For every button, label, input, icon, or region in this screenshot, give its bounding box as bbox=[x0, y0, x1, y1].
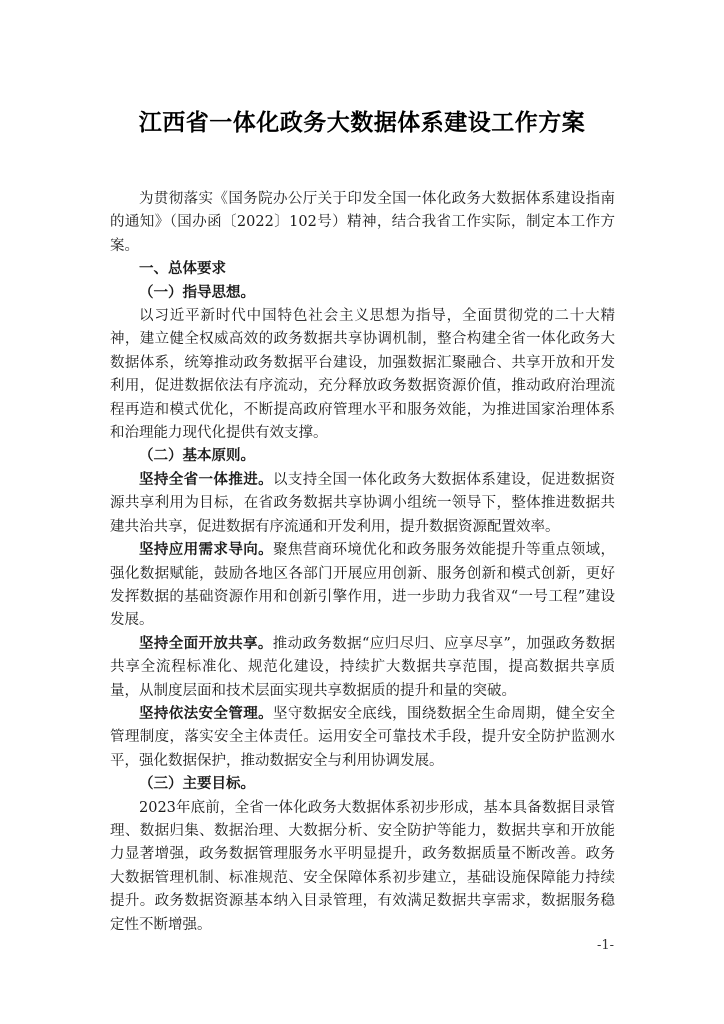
page-number: -1- bbox=[596, 938, 614, 953]
guiding-ideology-paragraph: 以习近平新时代中国特色社会主义思想为指导，全面贯彻党的二十大精神，建立健全权威高效的政务数据共享协调机制，整合构建全省一体化政务大数据体系，统筹推动政务数据平台建设，加强数据汇聚融合、共享开放和开发利用，促进数据依法有序流动，充分释放政务数据资源价值，推动政府治理流程再造和模式优化，不断提高政府管理水平和服务效能，为推进国家治理体系和治理能力现代化提供有效支撑。 bbox=[110, 308, 615, 442]
subsection-heading-basic-principles: （二）基本原则。 bbox=[139, 448, 255, 465]
principle-paragraph bbox=[110, 703, 615, 773]
main-goals-paragraph: 2023年底前，全省一体化政务大数据体系初步形成，基本具备数据目录管理、数据归集、数据治理、大数据分析、安全防护等能力，数据共享和开放能力显著增强，政务数据管理服务水平明显提升，政务数据质量不断改善。政务大数据管理机制、标准规范、安全保障体系初步建立，基础设施保障能力持续提升。政务数据资源基本纳入目录管理，有效满足数据共享需求，数据服务稳定性不断增强。 bbox=[110, 799, 615, 933]
principle-text: 坚守数据安全底线，围绕数据全生命周期，健全安全管理制度，落实安全主体责任。运用安全可靠技术手段，提升安全防护监测水平，强化数据保护，推动数据安全与利用协调发展。 bbox=[110, 705, 615, 769]
document-title: 江西省一体化政务大数据体系建设工作方案 bbox=[138, 109, 586, 136]
document-body bbox=[110, 188, 615, 937]
principle-lead: 坚持全省一体推进。 bbox=[139, 471, 273, 488]
principle-text: 以支持全国一体化政务大数据体系建设，促进数据资源共享利用为目标，在省政务数据共享协调小组统一领导下，整体推进数据共建共治共享，促进数据有序流通和开发利用，提升数据资源配置效率。 bbox=[110, 471, 615, 535]
principle-paragraph bbox=[110, 633, 615, 703]
principle-lead: 坚持依法安全管理。 bbox=[139, 705, 273, 722]
subsection-heading-guiding-ideology: （一）指导思想。 bbox=[139, 284, 255, 301]
section-heading-general-requirements: 一、总体要求 bbox=[139, 261, 226, 278]
principle-text: 聚焦营商环境优化和政务服务效能提升等重点领域，强化数据赋能，鼓励各地区各部门开展应用创新、服务创新和模式创新，更好发挥数据的基础资源作用和创新引擎作用，进一步助力我省双“一号工程”建设发展。 bbox=[110, 542, 615, 629]
principle-paragraph bbox=[110, 539, 615, 633]
intro-paragraph: 为贯彻落实《国务院办公厅关于印发全国一体化政务大数据体系建设指南的通知》（国办函〔2022〕102号）精神，结合我省工作实际，制定本工作方案。 bbox=[110, 191, 615, 254]
principle-lead: 坚持应用需求导向。 bbox=[139, 542, 273, 559]
principle-paragraph bbox=[110, 469, 615, 539]
subsection-heading-main-goals: （三）主要目标。 bbox=[139, 776, 255, 793]
principle-text: 推动政务数据“应归尽归、应享尽享”，加强政务数据共享全流程标准化、规范化建设，持续扩大数据共享范围，提高数据共享质量，从制度层面和技术层面实现共享数据质的提升和量的突破。 bbox=[110, 635, 616, 699]
principle-lead: 坚持全面开放共享。 bbox=[139, 635, 273, 652]
